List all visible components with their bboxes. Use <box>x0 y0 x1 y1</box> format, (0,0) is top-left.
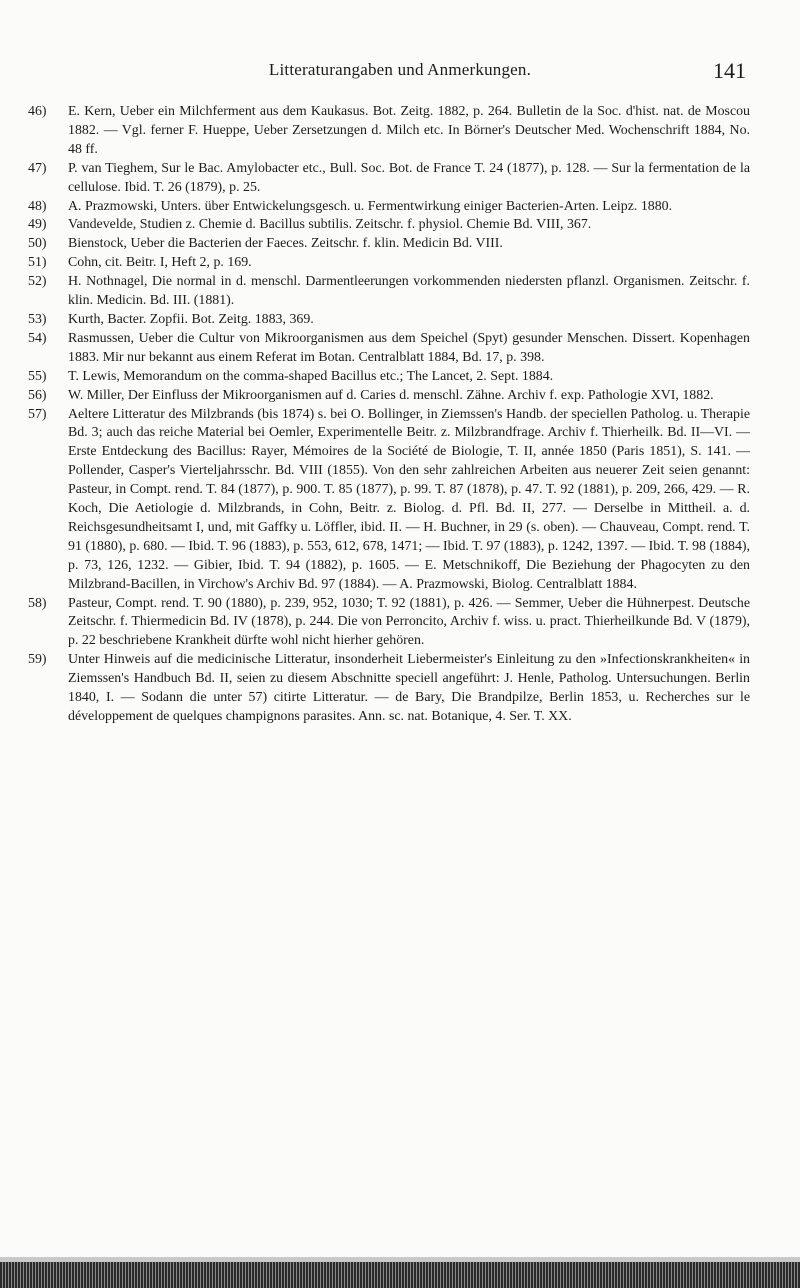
reference-entry <box>28 406 750 595</box>
reference-entry <box>28 198 750 217</box>
reference-entry <box>28 235 750 254</box>
reference-number: 48) <box>28 198 47 214</box>
reference-text: Kurth, Bacter. Zopfii. Bot. Zeitg. 1883, 369. <box>68 311 314 327</box>
reference-entry <box>28 368 750 387</box>
reference-list <box>28 103 750 727</box>
reference-text: Rasmussen, Ueber die Cultur von Mikroorganismen aus dem Speichel (Spyt) gesunder Menschen. Dissert. Kopenhagen 1883. Mir nur bekannt aus einem Referat im Botan. Centralblatt 1884, Bd. 17, p. 398. <box>68 330 750 365</box>
reference-number: 51) <box>28 255 47 271</box>
running-title: Litteraturangaben und Anmerkungen. <box>268 60 532 79</box>
reference-number: 46) <box>28 104 47 119</box>
reference-entry <box>28 216 750 235</box>
reference-text: E. Kern, Ueber ein Milchferment aus dem Kaukasus. Bot. Zeitg. 1882, p. 264. Bulletin de la Soc. d'hist. nat. de Moscou 1882. — Vgl. ferner F. Hueppe, Ueber Zersetzungen d. Milch etc. In Börner's Deutscher Med. Wochenschrift 1884, No. 48 ff. <box>68 104 750 157</box>
reference-number: 52) <box>28 274 47 290</box>
reference-number: 56) <box>28 387 47 403</box>
reference-text: A. Prazmowski, Unters. über Entwickelungsgesch. u. Fermentwirkung einiger Bacterien-Arten. Leipz. 1880. <box>68 198 673 214</box>
reference-entry <box>28 254 750 273</box>
reference-entry <box>28 273 750 311</box>
reference-text: Unter Hinweis auf die medicinische Litteratur, insonderheit Liebermeister's Einleitung zu den »Infectionskrankheiten« in Ziemssen's Handbuch Bd. II, seien zu diesem Abschnitte speciell angeführt: J. Henle, Patholog. Untersuchungen. Berlin 1840, I. — Sodann die unter 57) citirte Litteratur. — de Bary, Die Brandpilze, Berlin 1853, u. Recherches sur le développement de quelques champignons parasites. Ann. sc. nat. Botanique, 4. Ser. T. XX. <box>68 652 750 724</box>
reference-entry <box>28 311 750 330</box>
page-header <box>0 58 800 88</box>
reference-entry <box>28 103 750 160</box>
reference-number: 53) <box>28 311 47 327</box>
reference-entry <box>28 595 750 652</box>
reference-number: 50) <box>28 236 47 252</box>
reference-text: H. Nothnagel, Die normal in d. menschl. Darmentleerungen vorkommenden niedersten pflanzl. Organismen. Zeitschr. f. klin. Medicin. Bd. III. (1881). <box>68 274 750 309</box>
reference-number: 49) <box>28 217 47 233</box>
reference-text: Aeltere Litteratur des Milzbrands (bis 1874) s. bei O. Bollinger, in Ziemssen's Handb. der speciellen Patholog. u. Therapie Bd. 3; auch das reiche Material bei Oemler, Experimentelle Beitr. z. Milzbrandfrage. Archiv f. Thierheilk. Bd. II—VI. — Erste Entdeckung des Bacillus: Rayer, Mémoires de la Société de Biologie, T. II, année 1850 (Paris 1851), S. 141. — Pollender, Casper's Vierteljahrsschr. Bd. VIII (1855). Von den sehr zahlreichen Arbeiten aus neuerer Zeit seien genannt: Pasteur, in Compt. rend. T. 84 (1877), p. 900. T. 85 (1877), p. 99. T. 87 (1878), p. 47. T. 92 (1881), p. 209, 266, 429. — R. Koch, Die Aetiologie d. Milzbrands, in Cohn, Beitr. z. Biolog. d. Pfl. Bd. II, 277. — Derselbe in Mittheil. a. d. Reichsgesundheitsamt I, und, mit Gaffky u. Löffler, ibid. II. — H. Buchner, in 29 (s. oben). — Chauveau, Compt. rend. T. 91 (1880), p. 680. — Ibid. T. 96 (1883), p. 553, 612, 678, 1471; — Ibid. T. 97 (1883), p. 1242, 1397. — Ibid. T. 98 (1884), p. 73, 126, 1232. — Gibier, Ibid. T. 94 (1882), p. 1605. — E. Metschnikoff, Die Beziehung der Phagocyten zu den Milzbrand-Bacillen, in Virchow's Archiv Bd. 97 (1884). — A. Prazmowski, Biolog. Centralblatt 1884. <box>68 406 750 592</box>
reference-text: P. van Tieghem, Sur le Bac. Amylobacter etc., Bull. Soc. Bot. de France T. 24 (1877), p. 128. — Sur la fermentation de la cellulose. Ibid. T. 26 (1879), p. 25. <box>68 160 750 195</box>
reference-text: W. Miller, Der Einfluss der Mikroorganismen auf d. Caries d. menschl. Zähne. Archiv f. exp. Pathologie XVI, 1882. <box>68 387 714 403</box>
page-number: 141 <box>713 58 746 83</box>
reference-entry <box>28 330 750 368</box>
reference-number: 59) <box>28 652 47 668</box>
reference-text: T. Lewis, Memorandum on the comma-shaped Bacillus etc.; The Lancet, 2. Sept. 1884. <box>68 368 554 384</box>
reference-entry <box>28 651 750 727</box>
scan-bottom-border <box>0 1262 800 1288</box>
reference-number: 55) <box>28 368 47 384</box>
reference-entry <box>28 387 750 406</box>
reference-number: 57) <box>28 406 47 422</box>
reference-text: Cohn, cit. Beitr. I, Heft 2, p. 169. <box>68 255 252 271</box>
reference-number: 54) <box>28 330 47 346</box>
reference-number: 58) <box>28 595 47 611</box>
reference-text: Vandevelde, Studien z. Chemie d. Bacillus subtilis. Zeitschr. f. physiol. Chemie Bd. VIII, 367. <box>68 217 592 233</box>
reference-text: Bienstock, Ueber die Bacterien der Faeces. Zeitschr. f. klin. Medicin Bd. VIII. <box>68 236 503 252</box>
reference-number: 47) <box>28 160 47 176</box>
reference-text: Pasteur, Compt. rend. T. 90 (1880), p. 239, 952, 1030; T. 92 (1881), p. 426. — Semmer, Ueber die Hühnerpest. Deutsche Zeitschr. f. Thiermedicin Bd. IV (1878), p. 244. Die von Perroncito, Archiv f. wiss. u. pract. Thierheilkunde Bd. V (1879), p. 22 beschriebene Krankheit dürfte wohl nicht hierher gehören. <box>68 595 750 649</box>
reference-entry <box>28 160 750 198</box>
